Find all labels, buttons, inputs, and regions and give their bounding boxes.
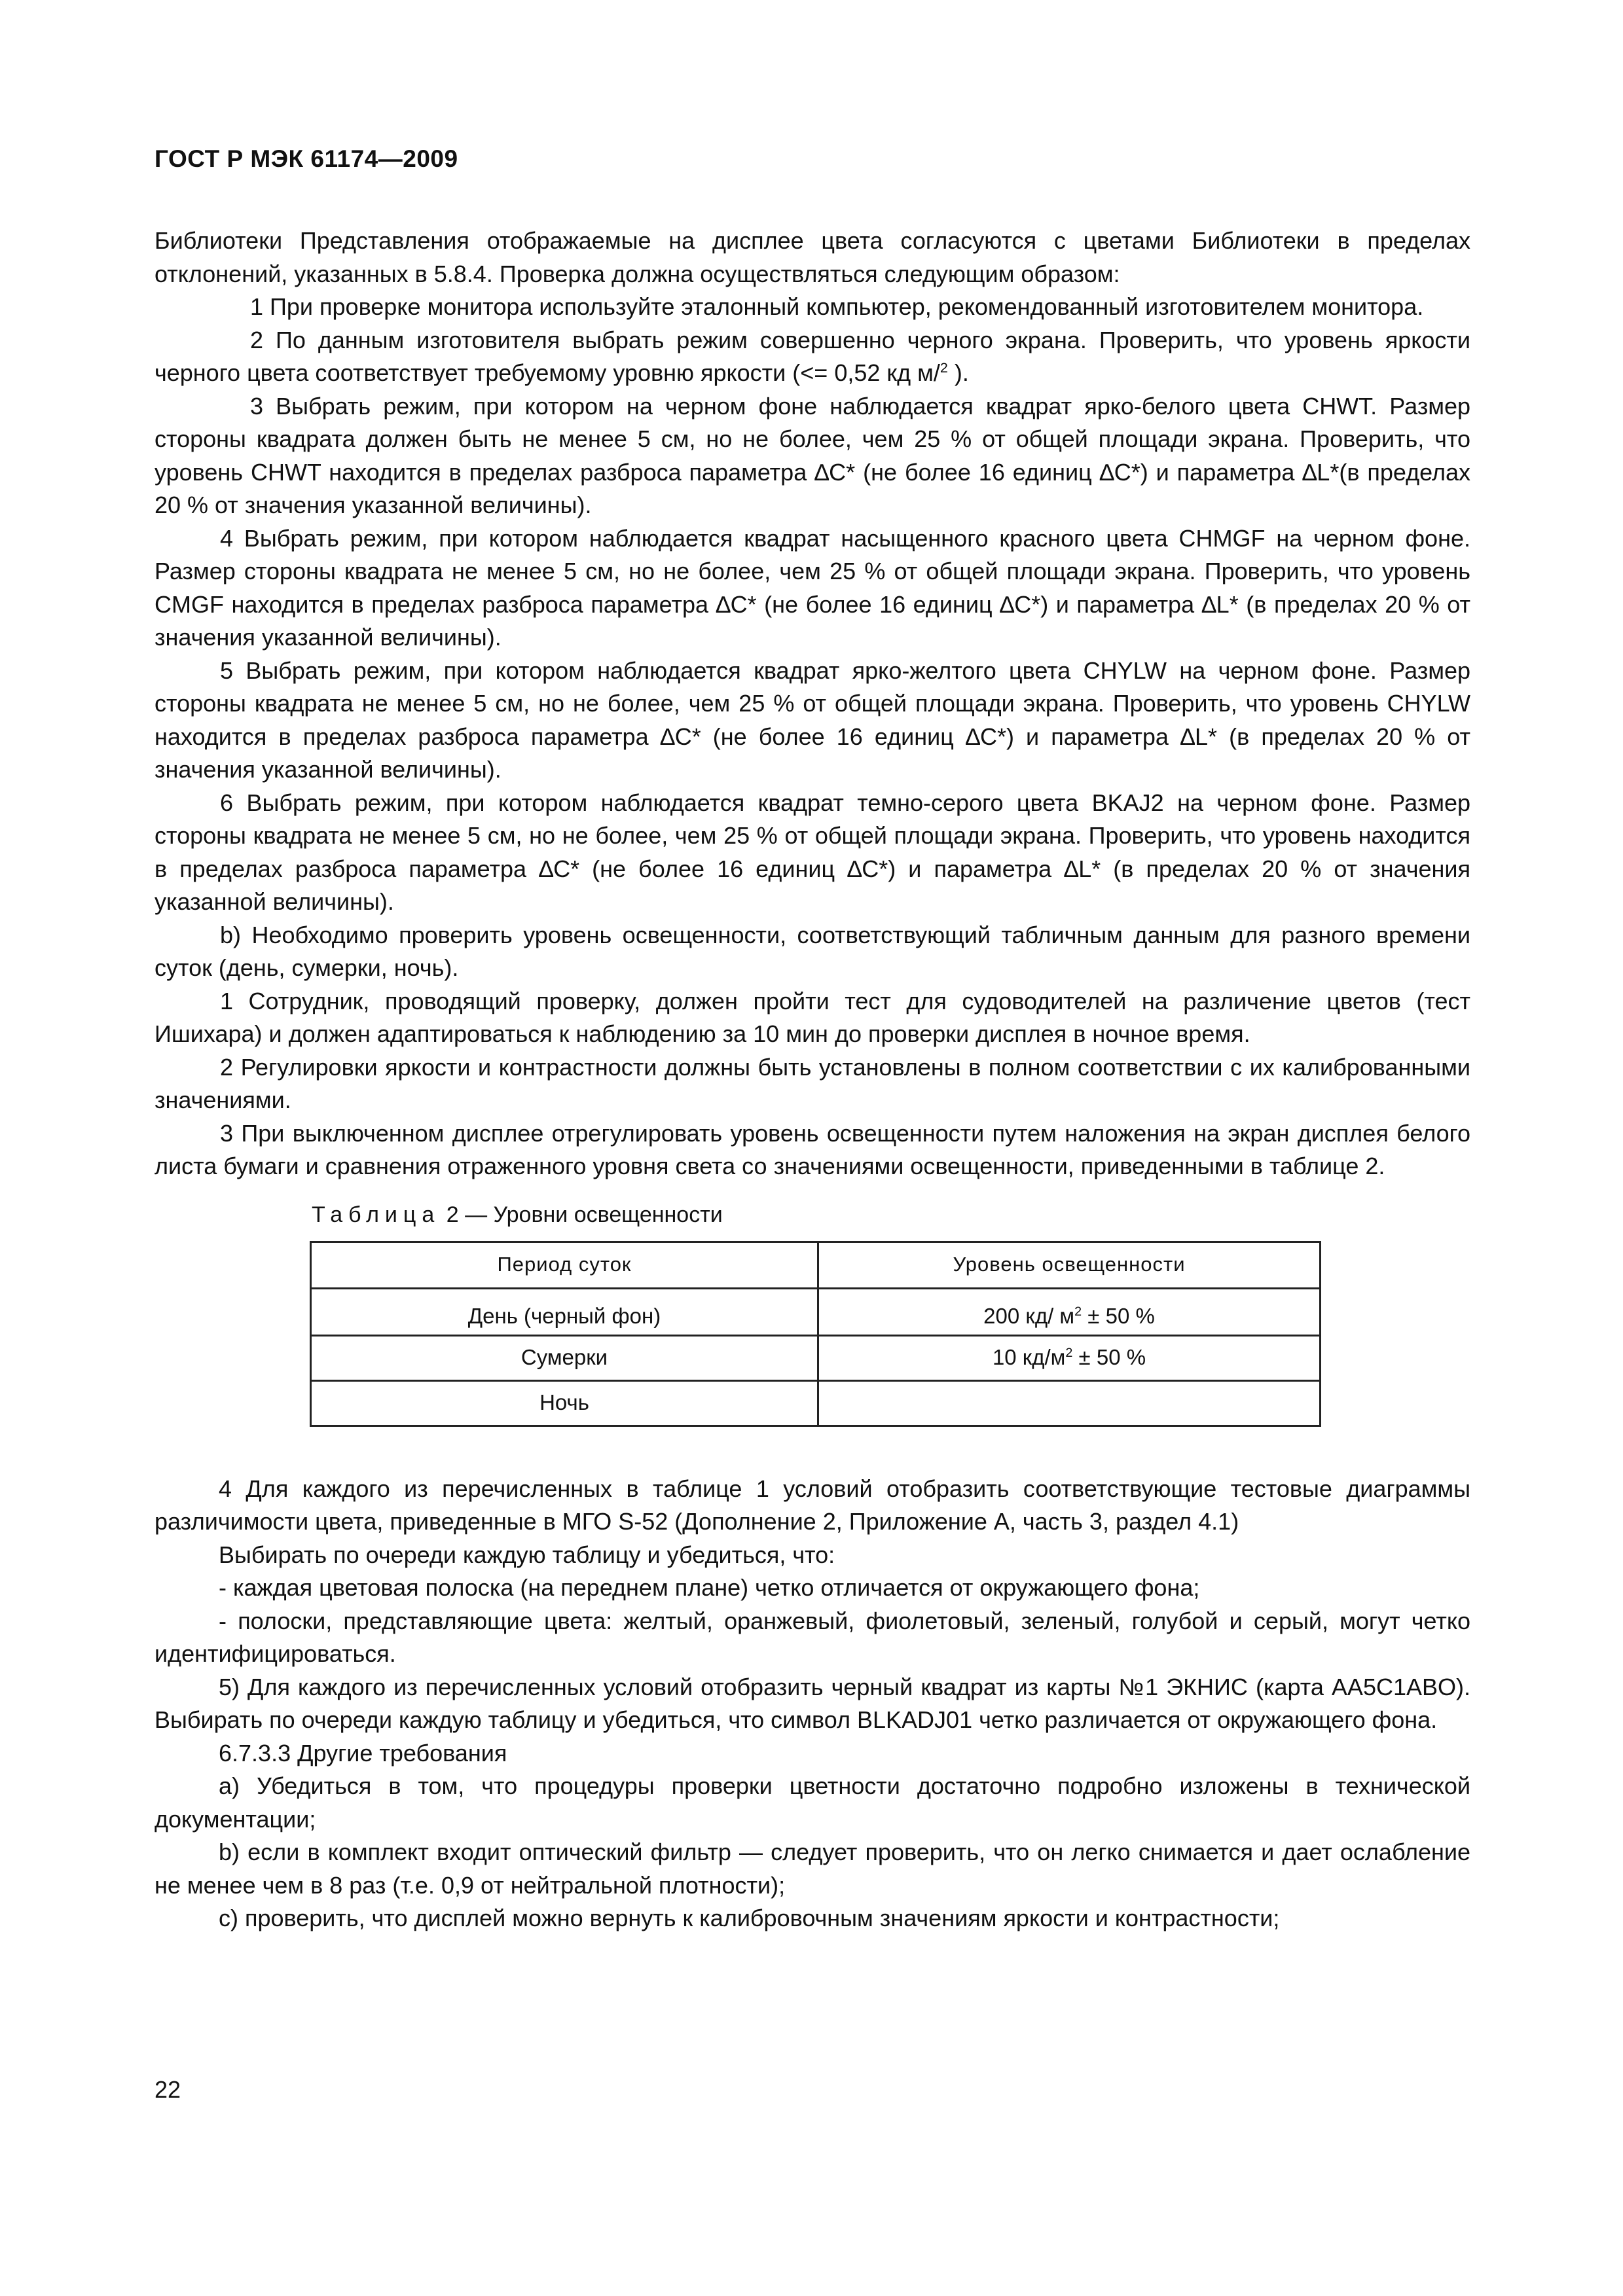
paragraph-group-a	[155, 224, 1470, 1183]
table-spacer-row	[311, 1288, 1321, 1299]
table-cell: Сумерки	[311, 1335, 818, 1380]
paragraph: 1 При проверке монитора используйте эталонный компьютер, рекомендованный изготовителем монитора.	[250, 293, 1424, 320]
paragraph: Библиотеки Представления отображаемые на дисплее цвета согласуются с цветами Библиотеки в пределах отклонений, указанных в 5.8.4. Проверка должна осуществляться следующим образом:	[155, 227, 1470, 287]
paragraph: 4 Для каждого из перечисленных в таблице 1 условий отобразить соответствующие тестовые диаграммы различимости цвета, приведенные в МГО S-52 (Дополнение 2, Приложение А, часть 3, раздел 4.1)	[155, 1475, 1470, 1535]
paragraph: 5) Для каждого из перечисленных условий отобразить черный квадрат из карты №1 ЭКНИС (карта AA5C1ABO). Выбирать по очереди каждую таблицу и убедиться, что символ BLKADJ01 четко различается от окружающего фона.	[155, 1673, 1470, 1733]
table-cell: Ночь	[311, 1380, 818, 1426]
document-header: ГОСТ Р МЭК 61174—2009	[155, 145, 458, 172]
paragraph: 6.7.3.3 Другие требования	[219, 1739, 507, 1767]
paragraph: b) Необходимо проверить уровень освещенности, соответствующий табличным данным для разного времени суток (день, сумерки, ночь).	[155, 921, 1470, 981]
table-row	[311, 1380, 1321, 1426]
paragraph: - каждая цветовая полоска (на переднем плане) четко отличается от окружающего фона;	[219, 1574, 1200, 1601]
page-number: 22	[155, 2076, 181, 2103]
paragraph: 3 Выбрать режим, при котором на черном фоне наблюдается квадрат ярко-белого цвета CHWT. Размер стороны квадрата должен быть не менее 5 см, но не более, чем 25 % от общей площади экрана. Проверить, что уровень CHWT находится в пределах разброса параметра ∆C* (не более 16 единиц ∆C*) и параметра ∆L*(в пределах 20 % от значения указанной величины).	[155, 392, 1470, 518]
paragraph: 4 Выбрать режим, при котором наблюдается квадрат насыщенного красного цвета CHMGF на черном фоне. Размер стороны квадрата не менее 5 см, но не более, чем 25 % от общей площади экрана. Проверить, что уровень CMGF находится в пределах разброса параметра ∆C* (не более 16 единиц ∆C*) и параметра ∆L* (в пределах 20 % от значения указанной величины).	[155, 524, 1471, 651]
paragraph: 1 Сотрудник, проводящий проверку, должен пройти тест для судоводителей на различение цветов (тест Ишихара) и должен адаптироваться к наблюдению за 10 мин до проверки дисплея в ночное время.	[155, 987, 1470, 1047]
paragraph: b) если в комплект входит оптический фильтр — следует проверить, что он легко снимается и дает ослабление не менее чем в 8 раз (т.е. 0,9 от нейтральной плотности);	[155, 1839, 1470, 1899]
table-header-row	[311, 1242, 1321, 1288]
paragraph: a) Убедиться в том, что процедуры проверки цветности достаточно подробно изложены в технической документации;	[155, 1772, 1470, 1833]
paragraph: 2 Регулировки яркости и контрастности должны быть установлены в полном соответствии с их калиброванными значениями.	[155, 1053, 1470, 1113]
table-caption-label: Таблица	[312, 1202, 441, 1227]
table-cell: 10 $кд/м^2 \pm 50$ %	[818, 1335, 1321, 1380]
table-row	[311, 1335, 1321, 1380]
table-cell: 200 кд/ $м^2 \pm 50$ %	[818, 1299, 1321, 1336]
page-body	[155, 224, 1470, 1935]
table-row	[311, 1299, 1321, 1336]
paragraph: - полоски, представляющие цвета: желтый, оранжевый, фиолетовый, зеленый, голубой и серый, могут четко идентифицироваться.	[155, 1607, 1470, 1667]
paragraph: 2 По данным изготовителя выбрать режим совершенно черного экрана. Проверить, что уровень яркости черного цвета соответствует требуемому уровню яркости (<= 0,52 кд м/$^2$ ).	[155, 326, 1470, 386]
table-header-cell: Период суток	[311, 1242, 818, 1288]
paragraph: 3 При выключенном дисплее отрегулировать уровень освещенности путем наложения на экран дисплея белого листа бумаги и сравнения отраженного уровня света со значениями освещенности, приведенными в таблице 2.	[155, 1119, 1470, 1179]
table-caption-title: 2 — Уровни освещенности	[440, 1202, 723, 1227]
paragraph-group-b	[155, 1473, 1470, 1935]
table-caption	[312, 1200, 1470, 1229]
paragraph: 6 Выбрать режим, при котором наблюдается квадрат темно-серого цвета BKAJ2 на черном фоне. Размер стороны квадрата не менее 5 см, но не более, чем 25 % от общей площади экрана. Проверить, что уровень находится в пределах разброса параметра ∆C* (не более 16 единиц ∆C*) и параметра ∆L* (в пределах 20 % от значения указанной величины).	[155, 789, 1470, 915]
illumination-table	[310, 1241, 1321, 1427]
table-header-cell: Уровень освещенности	[818, 1242, 1321, 1288]
table-cell: День (черный фон)	[311, 1299, 818, 1336]
paragraph: c) проверить, что дисплей можно вернуть к калибровочным значениям яркости и контрастности;	[219, 1905, 1280, 1931]
table-cell	[818, 1380, 1321, 1426]
paragraph: 5 Выбрать режим, при котором наблюдается квадрат ярко-желтого цвета CHYLW на черном фоне. Размер стороны квадрата не менее 5 см, но не более, чем 25 % от общей площади экрана. Проверить, что уровень CHYLW находится в пределах разброса параметра ∆C* (не более 16 единиц ∆C*) и параметра ∆L* (в пределах 20 % от значения указанной величины).	[155, 656, 1470, 783]
paragraph: Выбирать по очереди каждую таблицу и убедиться, что:	[219, 1541, 835, 1568]
